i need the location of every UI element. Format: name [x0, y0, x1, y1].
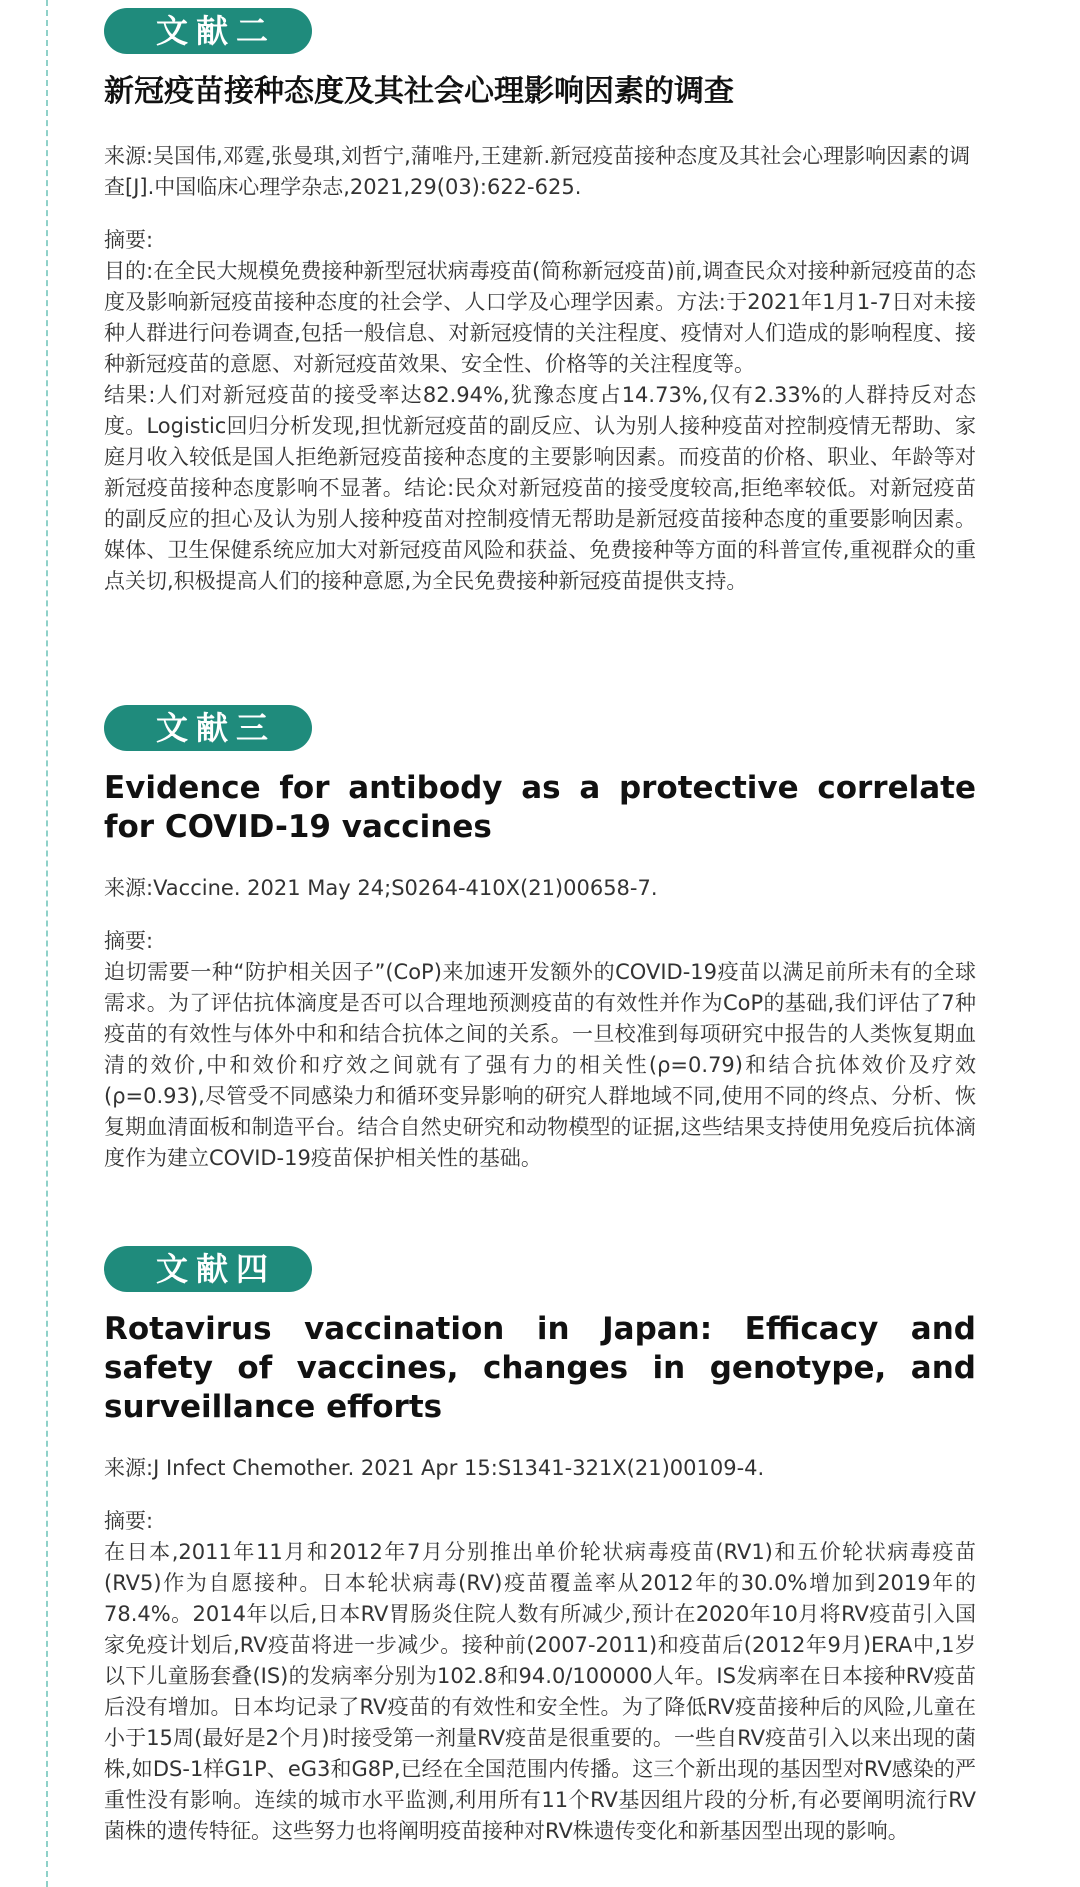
section-tag: 文献三 — [104, 705, 312, 751]
timeline-dashed-line — [46, 0, 48, 1887]
article-title: Evidence for antibody as a protective correlate for COVID-19 vaccines — [104, 770, 976, 845]
abstract-paragraph: 结果:人们对新冠疫苗的接受率达82.94%,犹豫态度占14.73%,仅有2.33%的人群持反对态度。Logistic回归分析发现,担忧新冠疫苗的副反应、认为别人接种疫苗对控制疫情无帮助、家庭月收入较低是国人拒绝新冠疫苗接种态度的主要影响因素。而疫苗的价格、职业、年龄等对新冠疫苗接种态度影响不显著。结论:民众对新冠疫苗的接受度较高,拒绝率较低。对新冠疫苗的副反应的担心及认为别人接种疫苗对控制疫情无帮助是新冠疫苗接种态度的重要影响因素。媒体、卫生保健系统应加大对新冠疫苗风险和获益、免费接种等方面的科普宣传,重视群众的重点关切,积极提高人们的接种意愿,为全民免费接种新冠疫苗提供支持。 — [104, 383, 976, 593]
reference-section-3 — [104, 705, 976, 1174]
reference-section-4 — [104, 1246, 976, 1847]
abstract-paragraph: 目的:在全民大规模免费接种新型冠状病毒疫苗(简称新冠疫苗)前,调查民众对接种新冠疫苗的态度及影响新冠疫苗接种态度的社会学、人口学及心理学因素。方法:于2021年1月1-7日对未接种人群进行问卷调查,包括一般信息、对新冠疫情的关注程度、疫情对人们造成的影响程度、接种新冠疫苗的意愿、对新冠疫苗效果、安全性、价格等的关注程度等。 — [104, 259, 976, 376]
article-source: 来源:J Infect Chemother. 2021 Apr 15:S1341-321X(21)00109-4. — [104, 1456, 765, 1480]
section-tag: 文献四 — [104, 1246, 312, 1292]
article-source: 来源:Vaccine. 2021 May 24;S0264-410X(21)00658-7. — [104, 876, 658, 900]
article-source: 来源:吴国伟,邓霆,张曼琪,刘哲宁,蒲唯丹,王建新.新冠疫苗接种态度及其社会心理影响因素的调查[J].中国临床心理学杂志,2021,29(03):622-625. — [104, 144, 971, 199]
abstract-label: 摘要: — [104, 228, 154, 252]
abstract-label: 摘要: — [104, 1509, 154, 1533]
article-title: 新冠疫苗接种态度及其社会心理影响因素的调查 — [104, 74, 734, 109]
reference-section-2 — [104, 8, 976, 597]
abstract-label: 摘要: — [104, 929, 154, 953]
abstract-paragraph: 迫切需要一种“防护相关因子”(CoP)来加速开发额外的COVID-19疫苗以满足前所未有的全球需求。为了评估抗体滴度是否可以合理地预测疫苗的有效性并作为CoP的基础,我们评估了7种疫苗的有效性与体外中和和结合抗体之间的关系。一旦校准到每项研究中报告的人类恢复期血清的效价,中和效价和疗效之间就有了强有力的相关性(ρ=0.79)和结合抗体效价及疗效(ρ=0.93),尽管受不同感染力和循环变异影响的研究人群地域不同,使用不同的终点、分析、恢复期血清面板和制造平台。结合自然史研究和动物模型的证据,这些结果支持使用免疫后抗体滴度作为建立COVID-19疫苗保护相关性的基础。 — [104, 960, 976, 1170]
section-tag: 文献二 — [104, 8, 312, 54]
abstract-paragraph: 在日本,2011年11月和2012年7月分别推出单价轮状病毒疫苗(RV1)和五价轮状病毒疫苗(RV5)作为自愿接种。日本轮状病毒(RV)疫苗覆盖率从2012年的30.0%增加到2019年的78.4%。2014年以后,日本RV胃肠炎住院人数有所减少,预计在2020年10月将RV疫苗引入国家免疫计划后,RV疫苗将进一步减少。接种前(2007-2011)和疫苗后(2012年9月)ERA中,1岁以下儿童肠套叠(IS)的发病率分别为102.8和94.0/100000人年。IS发病率在日本接种RV疫苗后没有增加。日本均记录了RV疫苗的有效性和安全性。为了降低RV疫苗接种后的风险,儿童在小于15周(最好是2个月)时接受第一剂量RV疫苗是很重要的。一些自RV疫苗引入以来出现的菌株,如DS-1样G1P、eG3和G8P,已经在全国范围内传播。这三个新出现的基因型对RV感染的严重性没有影响。连续的城市水平监测,利用所有11个RV基因组片段的分析,有必要阐明流行RV菌株的遗传特征。这些努力也将阐明疫苗接种对RV株遗传变化和新基因型出现的影响。 — [104, 1540, 976, 1843]
article-title: Rotavirus vaccination in Japan: Efficacy and safety of vaccines, changes in genotype, and surveillance efforts — [104, 1311, 976, 1425]
